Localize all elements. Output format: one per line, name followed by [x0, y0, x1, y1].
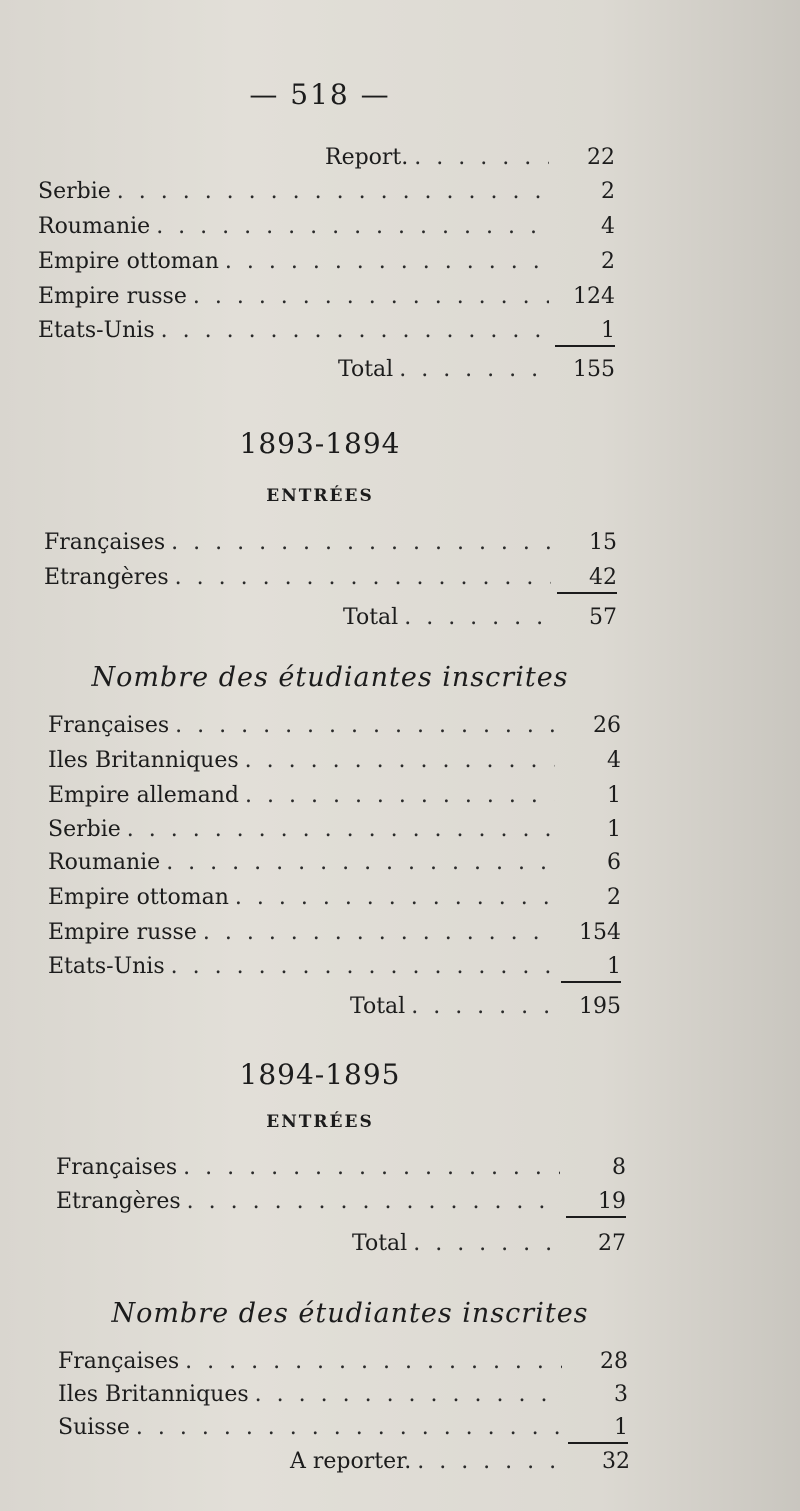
- leader-dots: [411, 994, 555, 1019]
- report-row: [325, 145, 615, 175]
- table-row: [58, 1415, 628, 1445]
- count-value: 4: [601, 214, 615, 239]
- year-heading: 1894-1895: [239, 1058, 401, 1091]
- country-label: Empire russe: [48, 920, 197, 945]
- count-value: 2: [601, 179, 615, 204]
- count-value: 3: [614, 1382, 628, 1407]
- report-label: Report.: [325, 145, 409, 170]
- count-value: 8: [612, 1155, 626, 1180]
- report-value: 22: [587, 145, 615, 170]
- total-value: 155: [573, 357, 615, 382]
- country-label: Roumanie: [38, 214, 151, 239]
- total-row: [352, 1231, 626, 1261]
- country-label: Serbie: [48, 817, 121, 842]
- leader-dots: [185, 1349, 562, 1374]
- leader-dots: [171, 954, 555, 979]
- country-label: Serbie: [38, 179, 111, 204]
- report-value: 32: [602, 1449, 630, 1474]
- leader-dots: [127, 817, 555, 842]
- table-row: [48, 783, 621, 813]
- leader-dots: [175, 565, 551, 590]
- leader-dots: [193, 284, 549, 309]
- country-label: Etats-Unis: [48, 954, 165, 979]
- count-value: 15: [589, 530, 617, 555]
- count-value: 2: [601, 249, 615, 274]
- total-value: 27: [598, 1231, 626, 1256]
- report-row: [290, 1449, 630, 1479]
- country-label: Roumanie: [48, 850, 161, 875]
- leader-dots: [187, 1189, 560, 1214]
- leader-dots: [225, 249, 549, 274]
- leader-dots: [203, 920, 555, 945]
- count-value: 1: [568, 1415, 628, 1444]
- country-label: Françaises: [58, 1349, 180, 1374]
- count-value: 1: [607, 817, 621, 842]
- total-row: [343, 605, 617, 635]
- leader-dots: [117, 179, 549, 204]
- entrees-heading: ENTRÉES: [266, 486, 374, 506]
- country-label: Empire allemand: [48, 783, 240, 808]
- count-value: 1: [561, 954, 621, 983]
- leader-dots: [166, 850, 555, 875]
- total-value: 195: [579, 994, 621, 1019]
- category-label: Françaises: [44, 530, 166, 555]
- table-row: [38, 179, 615, 209]
- count-value: 154: [579, 920, 621, 945]
- count-value: 2: [607, 885, 621, 910]
- leader-dots: [156, 214, 549, 239]
- table-row: [38, 318, 615, 348]
- total-label: Total: [350, 994, 406, 1019]
- leader-dots: [171, 530, 551, 555]
- count-value: 26: [593, 713, 621, 738]
- total-label: Total: [352, 1231, 408, 1256]
- country-label: Etats-Unis: [38, 318, 155, 343]
- country-label: Empire ottoman: [48, 885, 229, 910]
- count-value: 28: [600, 1349, 628, 1374]
- table-row: [48, 748, 621, 778]
- total-row: [350, 994, 621, 1024]
- total-row: [338, 357, 615, 387]
- report-label: A reporter.: [290, 1449, 412, 1474]
- leader-dots: [399, 357, 549, 382]
- country-label: Empire russe: [38, 284, 187, 309]
- country-label: Iles Britanniques: [48, 748, 239, 773]
- year-heading: 1893-1894: [239, 427, 401, 460]
- leader-dots: [175, 713, 555, 738]
- table-row: [56, 1189, 626, 1219]
- total-label: Total: [343, 605, 399, 630]
- country-label: Empire ottoman: [38, 249, 219, 274]
- table-row: [38, 249, 615, 279]
- table-row: [48, 885, 621, 915]
- table-row: [44, 530, 617, 560]
- leader-dots: [245, 783, 555, 808]
- count-value: 19: [566, 1189, 626, 1218]
- count-value: 6: [607, 850, 621, 875]
- count-value: 4: [607, 748, 621, 773]
- section-heading: Nombre des étudiantes inscrites: [91, 662, 569, 693]
- leader-dots: [413, 1231, 560, 1256]
- count-value: 42: [557, 565, 617, 594]
- table-row: [58, 1382, 628, 1412]
- leader-dots: [414, 145, 549, 170]
- leader-dots: [183, 1155, 560, 1180]
- country-label: Iles Britanniques: [58, 1382, 249, 1407]
- table-row: [44, 565, 617, 595]
- count-value: 1: [607, 783, 621, 808]
- total-label: Total: [338, 357, 394, 382]
- table-row: [58, 1349, 628, 1379]
- table-row: [48, 920, 621, 950]
- count-value: 1: [555, 318, 615, 347]
- category-label: Etrangères: [44, 565, 169, 590]
- leader-dots: [255, 1382, 562, 1407]
- table-row: [48, 954, 621, 984]
- table-row: [48, 817, 621, 847]
- leader-dots: [417, 1449, 564, 1474]
- table-row: [48, 850, 621, 880]
- section-heading: Nombre des étudiantes inscrites: [111, 1298, 589, 1329]
- entrees-heading: ENTRÉES: [266, 1112, 374, 1132]
- page-number: — 518 —: [249, 78, 391, 111]
- table-row: [38, 284, 615, 314]
- country-label: Suisse: [58, 1415, 130, 1440]
- table-row: [38, 214, 615, 244]
- table-row: [56, 1155, 626, 1185]
- table-row: [48, 713, 621, 743]
- count-value: 124: [573, 284, 615, 309]
- leader-dots: [161, 318, 549, 343]
- leader-dots: [235, 885, 555, 910]
- leader-dots: [136, 1415, 562, 1440]
- leader-dots: [245, 748, 555, 773]
- category-label: Françaises: [56, 1155, 178, 1180]
- total-value: 57: [589, 605, 617, 630]
- country-label: Françaises: [48, 713, 170, 738]
- leader-dots: [404, 605, 551, 630]
- category-label: Etrangères: [56, 1189, 181, 1214]
